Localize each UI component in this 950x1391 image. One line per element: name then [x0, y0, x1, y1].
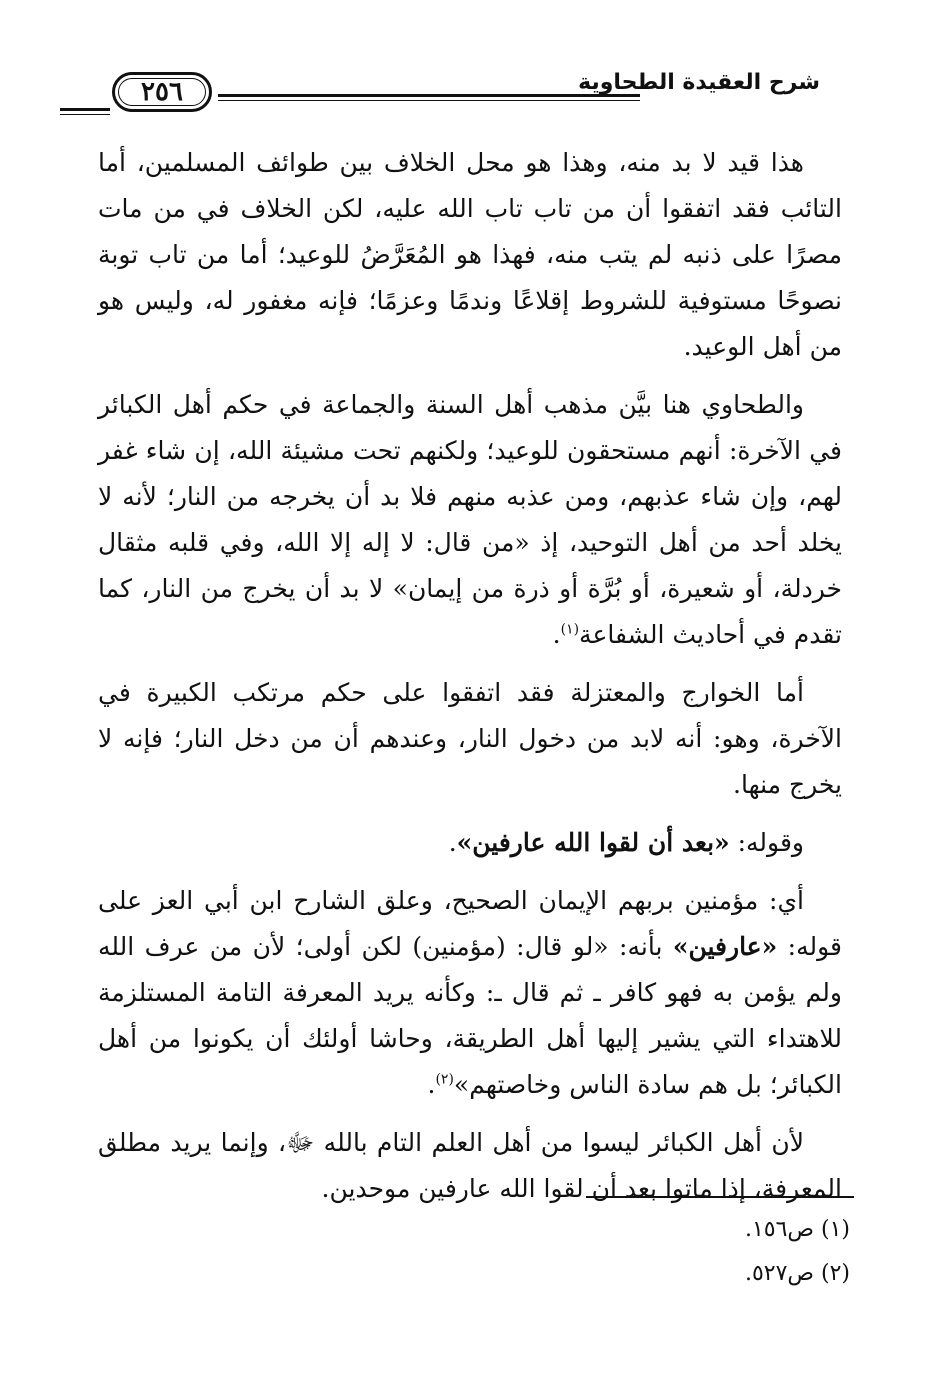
paragraph — [98, 1120, 842, 1212]
paragraph-text: أي: مؤمنين بربهم الإيمان الصحيح، وعلق الشارح ابن أبي العز على قوله: — [98, 886, 842, 961]
footnote-item: (٢) ص٥٢٧. — [744, 1261, 850, 1286]
paragraph-text: والطحاوي هنا بيَّن مذهب أهل السنة والجماعة في حكم أهل الكبائر في الآخرة: أنهم مستحقون للوعيد؛ ولكنهم تحت مشيئة الله، إن شاء غفر لهم، وإن شاء عذبهم، ومن عذبه منهم فلا بد أن يخرجه من النار؛ لأنه لا يخلد أحد من أهل التوحيد، إذ «من قال: لا إله إلا الله، وفي قلبه مثقال خردلة، أو شعيرة، أو بُرَّة أو ذرة من إيمان» لا بد أن يخرج من النار، كما تقدم في أحاديث الشفاعة — [98, 390, 842, 649]
paragraph-text: . — [448, 828, 457, 857]
quoted-text: «عارفين» — [672, 932, 778, 961]
footnote-ref: (١) — [560, 621, 580, 638]
paragraph — [98, 140, 842, 370]
page-number-frame — [112, 72, 212, 112]
header-rule — [218, 94, 640, 101]
paragraph-text: بأنه: «لو قال: (مؤمنين) لكن أولى؛ لأن من عرف الله ولم يؤمن به فهو كافر ـ ثم قال ـ: وكأنه يريد المعرفة التامة المستلزمة للاهتداء التي يشير إليها أهل الطريقة، وحاشا أولئك أن يكونوا من أهل الكبائر؛ بل هم سادة الناس وخاصتهم» — [98, 932, 842, 1099]
page-number: ٢٥٦ — [141, 77, 183, 107]
header-rule-stub — [60, 108, 110, 115]
paragraph-text: وقوله: — [729, 828, 804, 857]
paragraph — [98, 670, 842, 808]
paragraph-text: هذا قيد لا بد منه، وهذا هو محل الخلاف بين طوائف المسلمين، أما التائب فقد اتفقوا أن من تاب تاب الله عليه، لكن الخلاف في من مات مصرًا على ذنبه لم يتب منه، فهذا هو المُعَرَّضُ للوعيد؛ أما من تاب توبة نصوحًا مستوفية للشروط إقلاعًا وندمًا وعزمًا؛ فإنه مغفور له، وليس هو من أهل الوعيد. — [98, 148, 842, 361]
paragraph-text: . — [552, 620, 561, 649]
running-title: شرح العقيدة الطحاوية — [578, 70, 820, 95]
paragraph — [98, 382, 842, 658]
page-header — [108, 58, 820, 128]
paragraph — [98, 878, 842, 1108]
paragraph-text: لأن أهل الكبائر ليسوا من أهل العلم التام بالله ﷻ، وإنما يريد مطلق المعرفة، إذا ماتوا بعد أن لقوا الله عارفين موحدين. — [98, 1128, 842, 1203]
body-text — [98, 140, 842, 1224]
paragraph-text: . — [427, 1070, 436, 1099]
paragraph — [98, 820, 842, 866]
paragraph-text: أما الخوارج والمعتزلة فقد اتفقوا على حكم مرتكب الكبيرة في الآخرة، وهو: أنه لابد من دخول النار، وعندهم أن من دخل النار؛ فإنه لا يخرج منها. — [98, 678, 842, 799]
footnote-item: (١) ص١٥٦. — [744, 1217, 850, 1242]
footnote-ref: (٢) — [435, 1071, 454, 1088]
footnote-separator — [586, 1196, 854, 1198]
quoted-text: «بعد أن لقوا الله عارفين» — [456, 828, 730, 857]
footnotes — [100, 1208, 850, 1296]
